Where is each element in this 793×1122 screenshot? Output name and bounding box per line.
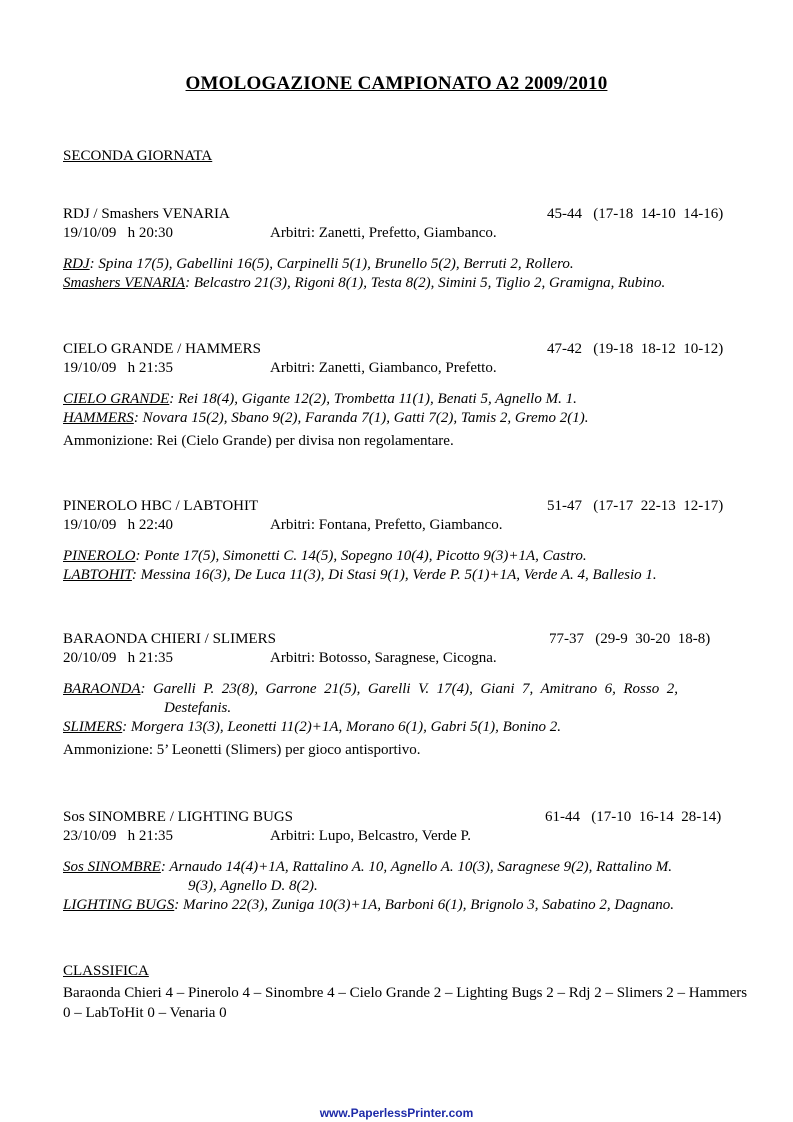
match-referees: Arbitri: Zanetti, Giambanco, Prefetto. — [270, 360, 497, 376]
match-block — [63, 808, 748, 915]
match-teams: Sos SINOMBRE / LIGHTING BUGS — [63, 809, 294, 825]
home-players-cont: Destefanis. — [164, 700, 232, 716]
away-team-name: SLIMERS — [63, 719, 123, 735]
match-date: 23/10/09 h 21:35 — [63, 828, 174, 844]
standings-section — [63, 962, 753, 1023]
home-team-name: PINEROLO — [63, 548, 136, 564]
match-date: 19/10/09 h 21:35 — [63, 360, 174, 376]
away-team-name: LIGHTING BUGS — [63, 897, 175, 913]
disciplinary-note: Ammonizione: 5’ Leonetti (Slimers) per gioco antisportivo. — [63, 742, 421, 758]
home-players: Sos SINOMBRE: Arnaudo 14(4)+1A, Rattalino A. 10, Agnello A. 10(3), Saragnese 9(2), Rattalino M. — [63, 859, 672, 875]
footer-watermark: www.PaperlessPrinter.com — [319, 1106, 474, 1120]
match-block — [63, 497, 748, 585]
match-block — [63, 630, 748, 760]
standings-heading: CLASSIFICA — [63, 963, 149, 979]
match-score: 61-44 (17-10 16-14 28-14) — [545, 809, 722, 825]
home-players: CIELO GRANDE: Rei 18(4), Gigante 12(2), Trombetta 11(1), Benati 5, Agnello M. 1. — [63, 391, 577, 407]
match-score: 51-47 (17-17 22-13 12-17) — [547, 498, 724, 514]
player-lists — [63, 858, 748, 915]
home-team-name: BARAONDA — [63, 681, 141, 697]
match-score: 47-42 (19-18 18-12 10-12) — [547, 341, 724, 357]
match-referees: Arbitri: Lupo, Belcastro, Verde P. — [270, 828, 471, 844]
match-teams: CIELO GRANDE / HAMMERS — [63, 341, 261, 357]
away-players: LIGHTING BUGS: Marino 22(3), Zuniga 10(3)+1A, Barboni 6(1), Brignolo 3, Sabatino 2, Dagnano. — [63, 897, 674, 913]
match-block — [63, 205, 748, 293]
standings-text: Baraonda Chieri 4 – Pinerolo 4 – Sinombre 4 – Cielo Grande 2 – Lighting Bugs 2 – Rdj 2 – Slimers 2 – Hammers 0 – LabToHit 0 – Venaria 0 — [63, 985, 748, 1021]
match-date: 19/10/09 h 20:30 — [63, 225, 174, 241]
match-block — [63, 340, 748, 451]
match-date: 20/10/09 h 21:35 — [63, 650, 174, 666]
match-date: 19/10/09 h 22:40 — [63, 517, 174, 533]
player-lists — [63, 680, 748, 737]
section-heading: SECONDA GIORNATA — [63, 148, 213, 164]
player-lists — [63, 255, 748, 293]
home-team-name: Sos SINOMBRE — [63, 859, 161, 875]
away-team-name: Smashers VENARIA — [63, 275, 186, 291]
home-players: BARAONDA: Garelli P. 23(8), Garrone 21(5), Garelli V. 17(4), Giani 7, Amitrano 6, Rosso 2, — [63, 681, 678, 697]
home-players: RDJ: Spina 17(5), Gabellini 16(5), Carpinelli 5(1), Brunello 5(2), Berruti 2, Rollero. — [63, 256, 574, 272]
away-players: Smashers VENARIA: Belcastro 21(3), Rigoni 8(1), Testa 8(2), Simini 5, Tiglio 2, Gramigna, Rubino. — [63, 275, 666, 291]
match-score: 77-37 (29-9 30-20 18-8) — [549, 631, 711, 647]
home-players: PINEROLO: Ponte 17(5), Simonetti C. 14(5), Sopegno 10(4), Picotto 9(3)+1A, Castro. — [63, 548, 587, 564]
match-referees: Arbitri: Fontana, Prefetto, Giambanco. — [270, 517, 503, 533]
match-score: 45-44 (17-18 14-10 14-16) — [547, 206, 724, 222]
away-players: LABTOHIT: Messina 16(3), De Luca 11(3), Di Stasi 9(1), Verde P. 5(1)+1A, Verde A. 4, Ballesio 1. — [63, 567, 657, 583]
home-team-name: CIELO GRANDE — [63, 391, 170, 407]
player-lists — [63, 547, 748, 585]
away-team-name: LABTOHIT — [63, 567, 132, 583]
disciplinary-note: Ammonizione: Rei (Cielo Grande) per divisa non regolamentare. — [63, 433, 454, 449]
player-lists — [63, 390, 748, 428]
away-players: HAMMERS: Novara 15(2), Sbano 9(2), Faranda 7(1), Gatti 7(2), Tamis 2, Gremo 2(1). — [63, 410, 589, 426]
away-team-name: HAMMERS — [63, 410, 134, 426]
document-title: OMOLOGAZIONE CAMPIONATO A2 2009/2010 — [185, 73, 608, 94]
match-referees: Arbitri: Botosso, Saragnese, Cicogna. — [270, 650, 497, 666]
away-players: SLIMERS: Morgera 13(3), Leonetti 11(2)+1A, Morano 6(1), Gabri 5(1), Bonino 2. — [63, 719, 561, 735]
match-referees: Arbitri: Zanetti, Prefetto, Giambanco. — [270, 225, 497, 241]
home-team-name: RDJ — [63, 256, 90, 272]
match-teams: PINEROLO HBC / LABTOHIT — [63, 498, 259, 514]
home-players-cont: 9(3), Agnello D. 8(2). — [188, 878, 318, 894]
match-teams: RDJ / Smashers VENARIA — [63, 206, 230, 222]
match-teams: BARAONDA CHIERI / SLIMERS — [63, 631, 276, 647]
